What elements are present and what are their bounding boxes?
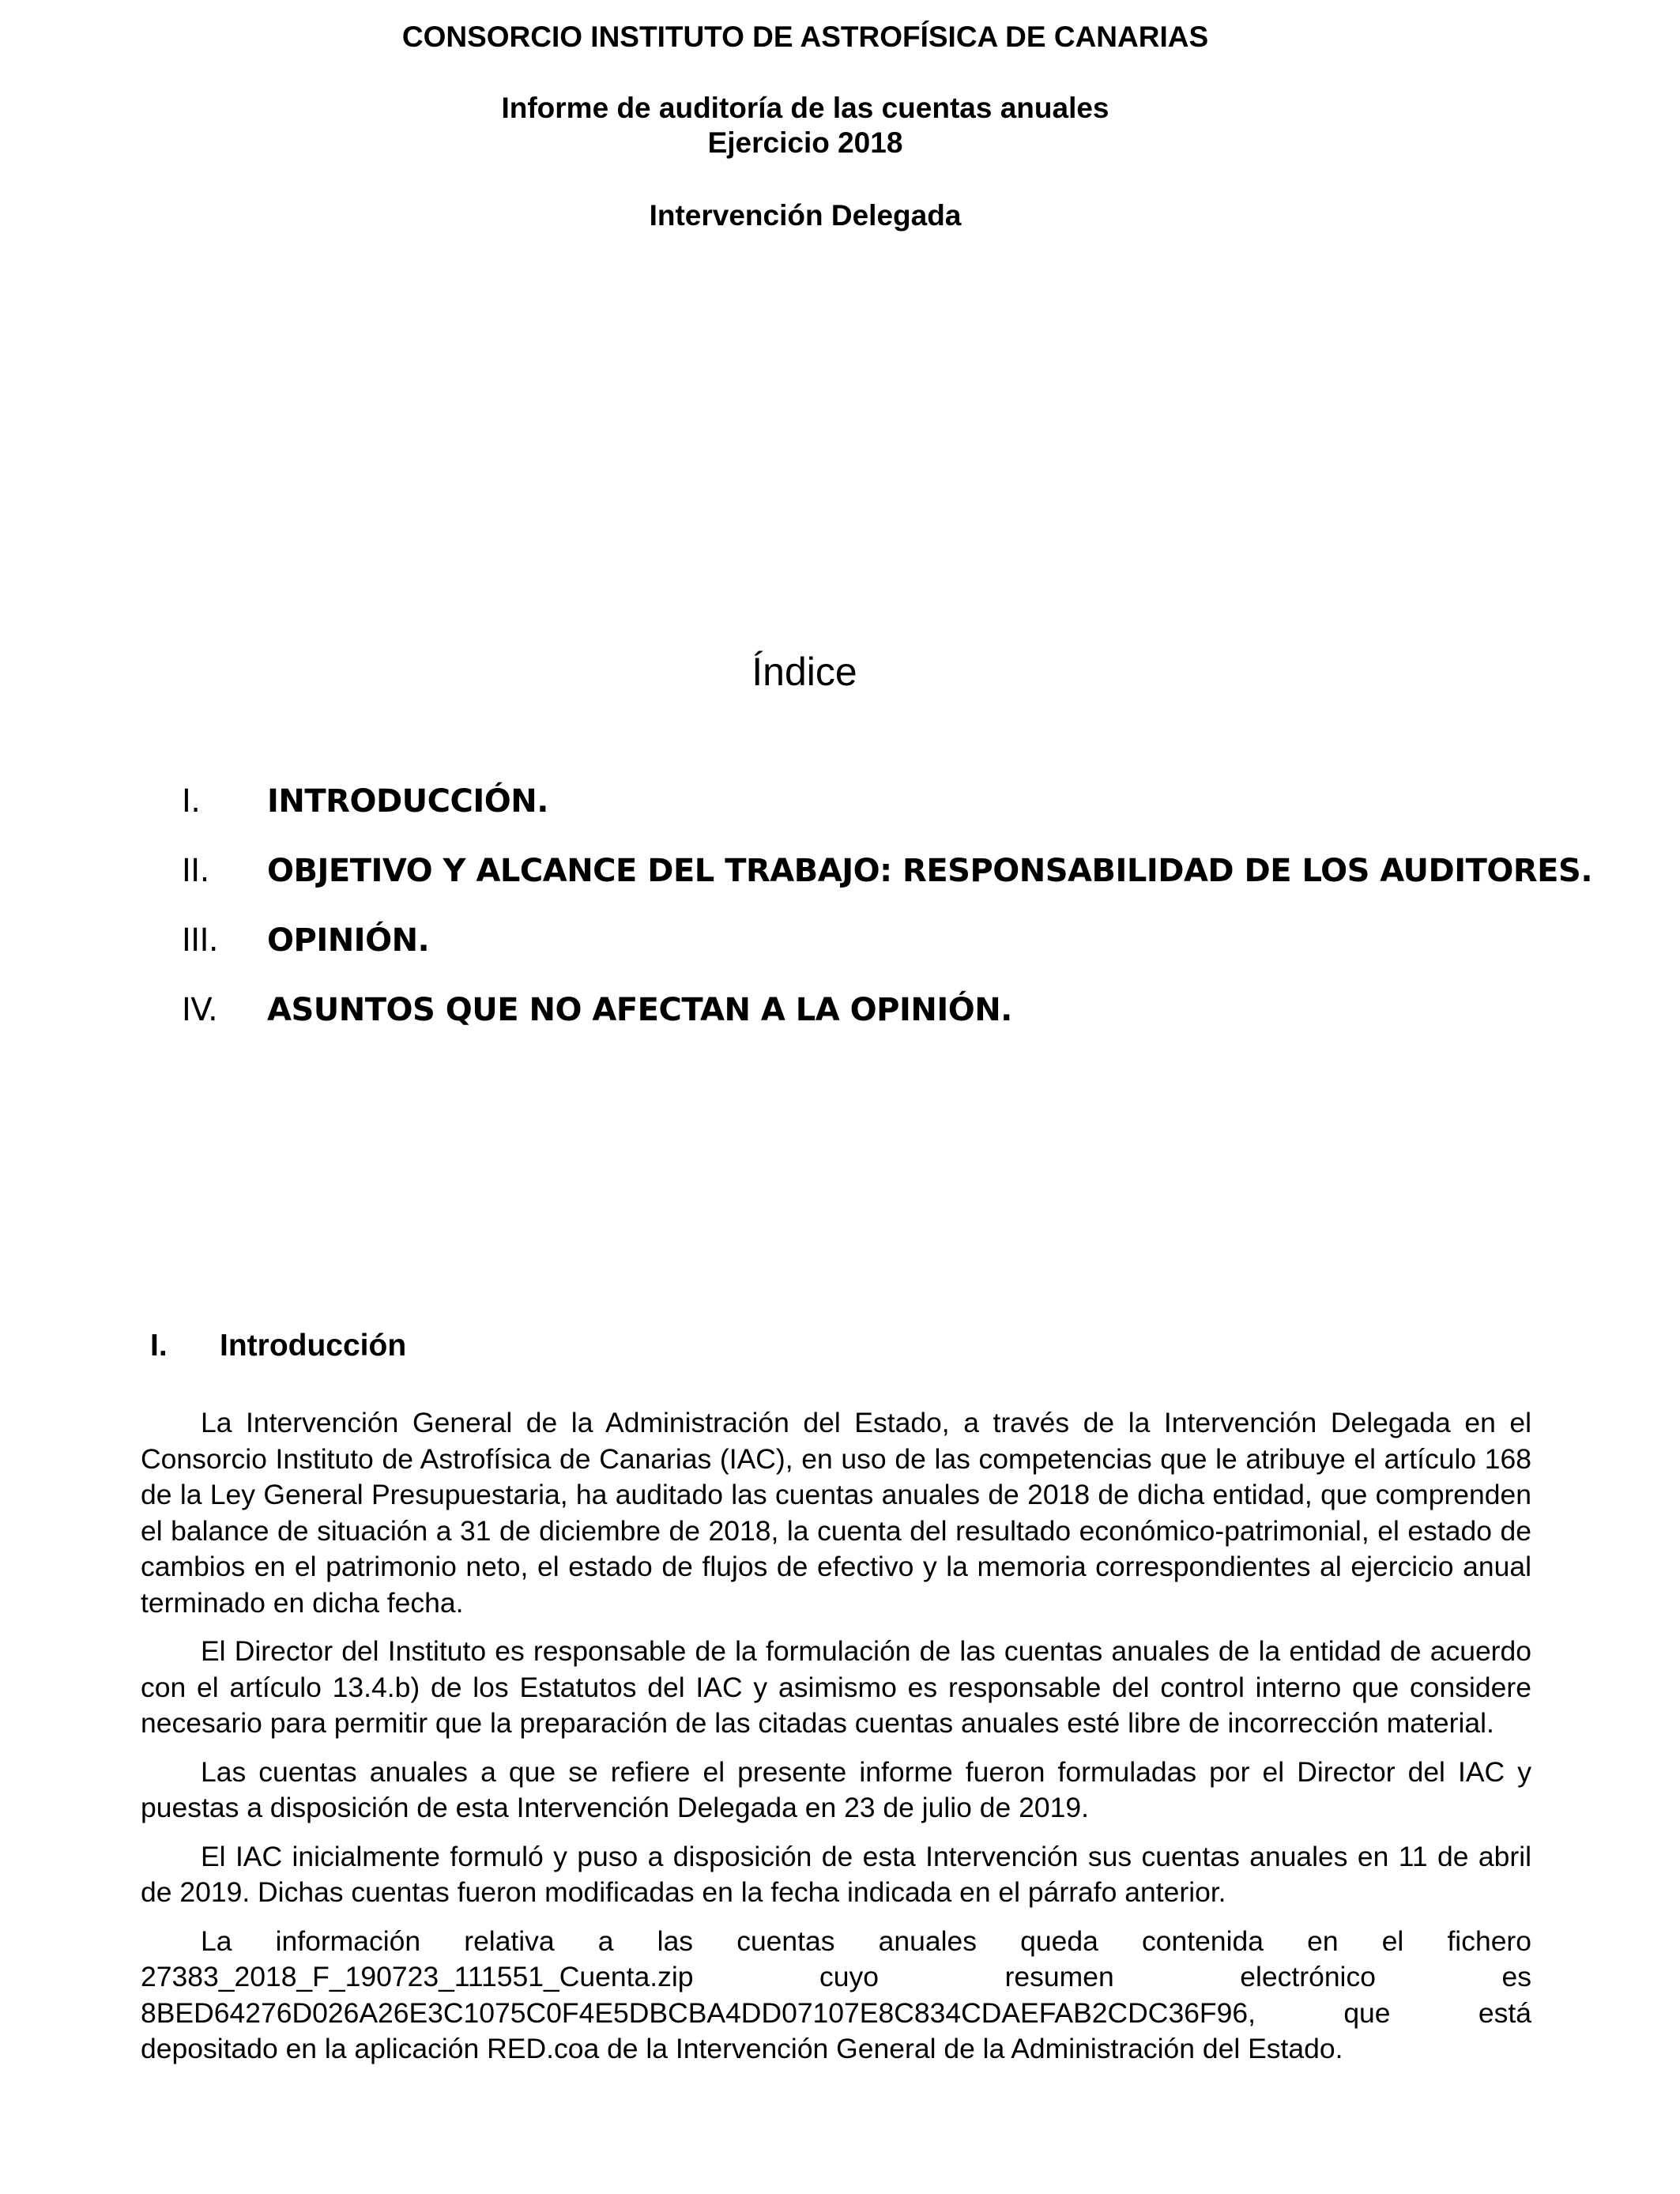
- index-item-number: IV.: [182, 992, 218, 1028]
- index-title: Índice: [751, 650, 857, 694]
- paragraph-5-line-2: 27383_2018_F_190723_111551_Cuenta.zip cuyo resumen electrónico es: [141, 1961, 1531, 1992]
- fiscal-year: Ejercicio 2018: [707, 126, 903, 159]
- paragraph-2: El Director del Instituto es responsable de la formulación de las cuentas anuales de la entidad de acuerdo con el artículo 13.4.b) de los Estatutos del IAC y asimismo es responsable del control interno que considere necesario para permitir que la preparación de las citadas cuentas anuales esté libre de incorrección material.: [141, 1635, 1531, 1739]
- index-list: [182, 781, 1604, 1059]
- index-item-text: ASUNTOS QUE NO AFECTAN A LA OPINIÓN.: [267, 992, 1012, 1028]
- index-item-number: II.: [182, 853, 209, 889]
- index-item-number: III.: [182, 922, 219, 959]
- section-title: Introducción: [220, 1329, 407, 1363]
- paragraph-5: [141, 1924, 1531, 2068]
- index-item-objetivo: [182, 850, 1604, 920]
- section-heading-introduccion: [150, 1326, 406, 1366]
- index-item-text: OPINIÓN.: [267, 922, 430, 959]
- organization-title: CONSORCIO INSTITUTO DE ASTROFÍSICA DE CANARIAS: [401, 21, 1209, 53]
- paragraph-5-line-3: 8BED64276D026A26E3C1075C0F4E5DBCBA4DD07107E8C834CDAEFAB2CDC36F96, que está: [141, 1996, 1531, 2029]
- section-number: I.: [150, 1329, 168, 1363]
- department-title: Intervención Delegada: [649, 199, 962, 232]
- index-item-text: INTRODUCCIÓN.: [267, 783, 548, 820]
- paragraph-3: Las cuentas anuales a que se refiere el presente informe fueron formuladas por el Director del IAC y puestas a disposición de esta Intervención Delegada en 23 de julio de 2019.: [141, 1755, 1531, 1823]
- index-item-asuntos: [182, 990, 1604, 1059]
- paragraph-5-line-4: depositado en la aplicación RED.coa de la Intervención General de la Administración del Estado.: [141, 2033, 1343, 2064]
- index-item-introduccion: [182, 781, 1604, 850]
- index-item-text: OBJETIVO Y ALCANCE DEL TRABAJO: RESPONSABILIDAD DE LOS AUDITORES.: [267, 853, 1593, 889]
- paragraph-4: El IAC inicialmente formuló y puso a disposición de esta Intervención sus cuentas anuales en 11 de abril de 2019. Dichas cuentas fueron modificadas en la fecha indicada en el párrafo anterior.: [141, 1840, 1531, 1908]
- paragraph-1: La Intervención General de la Administración del Estado, a través de la Intervención Delegada en el Consorcio Instituto de Astrofísica de Canarias (IAC), en uso de las competencias que le atribuye el artículo 168 de la Ley General Presupuestaria, ha auditado las cuentas anuales de 2018 de dicha entidad, que comprenden el balance de situación a 31 de diciembre de 2018, la cuenta del resultado económico-patrimonial, el estado de cambios en el patrimonio neto, el estado de flujos de efectivo y la memoria correspondientes al ejercicio anual terminado en dicha fecha.: [141, 1407, 1531, 1619]
- index-item-opinion: [182, 920, 1604, 990]
- index-item-number: I.: [182, 783, 201, 820]
- paragraph-5-line-1: La información relativa a las cuentas anuales queda contenida en el fichero: [201, 1924, 1531, 1957]
- report-title: Informe de auditoría de las cuentas anuales: [501, 92, 1109, 124]
- section-body: [141, 1405, 1531, 2068]
